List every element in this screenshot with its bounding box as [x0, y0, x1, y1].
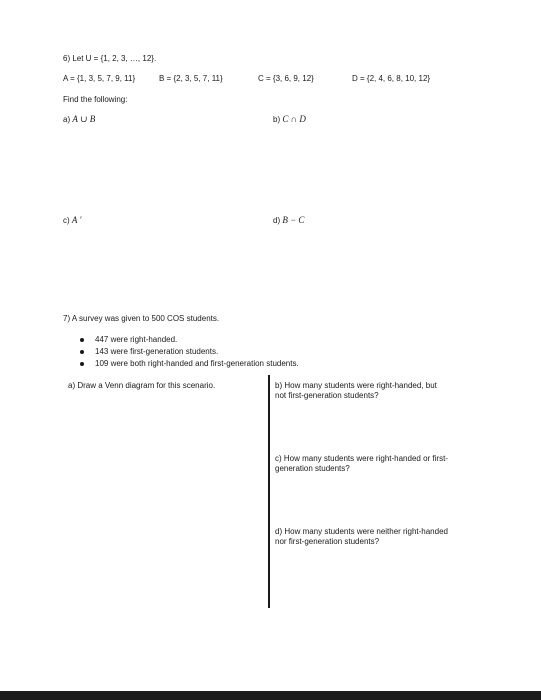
q6-part-b — [273, 114, 306, 125]
q6-part-d-label: d) — [273, 216, 281, 225]
list-item: 109 were both right-handed and first-generation students. — [80, 358, 299, 370]
q7-bullet-list — [80, 334, 299, 370]
set-a-definition: A = {1, 3, 5, 7, 9, 11} — [63, 74, 136, 83]
list-item: 447 were right-handed. — [80, 334, 299, 346]
answer-divider-line — [268, 375, 270, 608]
q6-part-a-expression: A ∪ B — [72, 114, 96, 124]
q6-part-c-expression: A ′ — [71, 215, 82, 225]
q7-part-d-line-1: d) How many students were neither right-handed — [275, 527, 448, 536]
q7-part-b-line-2: not first-generation students? — [275, 391, 379, 400]
q7-part-b — [275, 381, 437, 401]
q6-instruction: Find the following: — [63, 95, 128, 104]
q7-part-a: a) Draw a Venn diagram for this scenario. — [68, 381, 216, 390]
q7-header: 7) A survey was given to 500 COS students. — [63, 314, 220, 323]
q6-part-a-label: a) — [63, 115, 71, 124]
q7-part-d — [275, 527, 448, 547]
q7-part-c-line-2: generation students? — [275, 464, 350, 473]
list-item: 143 were first-generation students. — [80, 346, 299, 358]
q6-part-d — [273, 215, 304, 226]
q7-part-b-line-1: b) How many students were right-handed, but — [275, 381, 437, 390]
q6-header: 6) Let U = {1, 2, 3, …, 12}. — [63, 54, 157, 63]
q7-part-d-line-2: nor first-generation students? — [275, 537, 380, 546]
set-d-definition: D = {2, 4, 6, 8, 10, 12} — [352, 74, 431, 83]
set-c-definition: C = {3, 6, 9, 12} — [258, 74, 314, 83]
q6-part-d-expression: B − C — [282, 215, 305, 225]
q7-part-c — [275, 454, 448, 474]
q6-part-b-expression: C ∩ D — [282, 114, 306, 124]
q6-part-c-label: c) — [63, 216, 70, 225]
set-b-definition: B = {2, 3, 5, 7, 11} — [159, 74, 223, 83]
q7-part-c-line-1: c) How many students were right-handed or first- — [275, 454, 448, 463]
q6-part-b-label: b) — [273, 115, 281, 124]
viewer-bottom-bar — [0, 691, 541, 700]
q6-part-a — [63, 114, 95, 125]
q6-part-c — [63, 215, 81, 226]
